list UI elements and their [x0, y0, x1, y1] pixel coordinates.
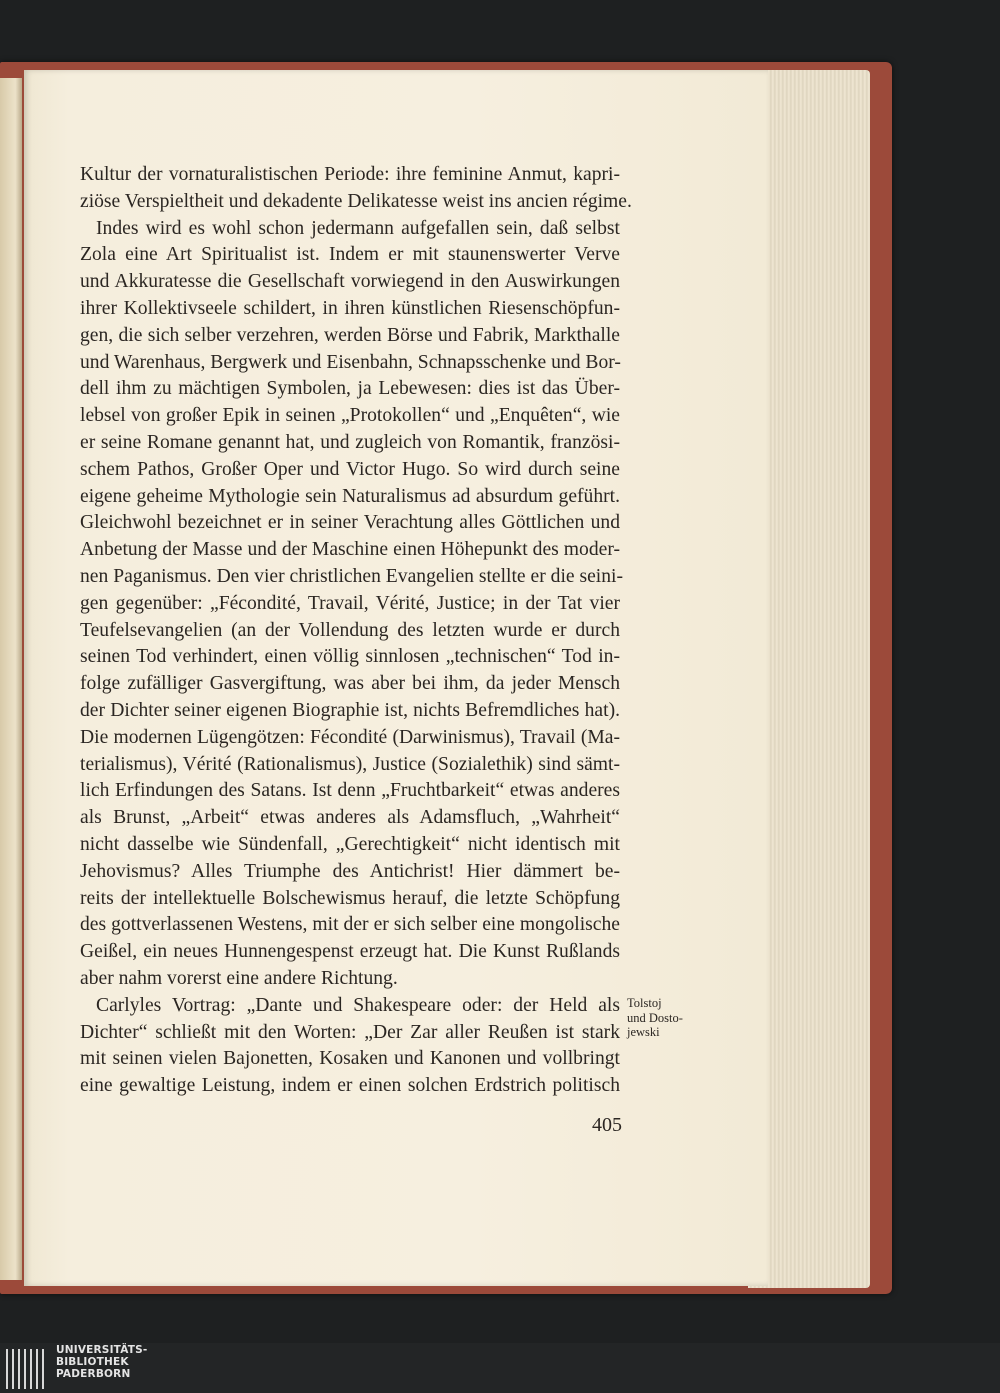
text-line: lebsel von großer Epik in seinen „Protokollen“ und „Enquêten“, wie	[80, 405, 620, 427]
text-line: Die modernen Lügengötzen: Fécondité (Darwinismus), Travail (Ma-	[80, 726, 620, 748]
page-number: 405	[592, 1114, 622, 1136]
text-line: Anbetung der Masse und der Maschine einen Höhepunkt des moder-	[80, 539, 620, 561]
text-line: als Brunst, „Arbeit“ etwas anderes als Adamsfluch, „Wahrheit“	[80, 807, 620, 829]
text-line: nicht dasselbe wie Sündenfall, „Gerechtigkeit“ nicht identisch mit	[80, 833, 620, 855]
text-line: lich Erfindungen des Satans. Ist denn „Fruchtbarkeit“ etwas anderes	[80, 780, 620, 802]
text-line: nen Paganismus. Den vier christlichen Evangelien stellte er die seini-	[80, 565, 624, 587]
text-line: mit seinen vielen Bajonetten, Kosaken und Kanonen und vollbringt	[80, 1048, 620, 1070]
text-line: dell ihm zu mächtigen Symbolen, ja Lebewesen: dies ist das Über-	[80, 378, 620, 400]
text-line: Carlyles Vortrag: „Dante und Shakespeare oder: der Held als	[96, 994, 620, 1016]
text-line: der Dichter seiner eigenen Biographie ist, nichts Befremdliches hat).	[80, 699, 620, 721]
text-line: und Warenhaus, Bergwerk und Eisenbahn, Schnapsschenke und Bor-	[80, 351, 621, 373]
text-line: Indes wird es wohl schon jedermann aufgefallen sein, daß selbst	[96, 217, 620, 239]
text-line: gen gegenüber: „Fécondité, Travail, Vérité, Justice; in der Tat vier	[80, 592, 620, 614]
text-line: Dichter“ schließt mit den Worten: „Der Zar aller Reußen ist stark	[80, 1021, 620, 1043]
library-logo-icon	[6, 1347, 46, 1389]
text-line: seinen Tod verhindert, einen völlig sinnlosen „technischen“ Tod in-	[80, 646, 620, 668]
text-line: er seine Romane genannt hat, und zugleich von Romantik, französi-	[80, 431, 620, 453]
marginal-note-line: Tolstoj	[627, 996, 662, 1010]
text-line: Teufelsevangelien (an der Vollendung des letzten wurde er durch	[80, 619, 620, 641]
text-line: folge zufälliger Gasvergiftung, was aber bei ihm, da jeder Mensch	[80, 673, 620, 695]
text-line: reits der intellektuelle Bolschewismus herauf, die letzte Schöpfung	[80, 887, 620, 909]
text-line: Zola eine Art Spiritualist ist. Indem er mit staunenswerter Verve	[80, 244, 620, 266]
text-line: aber nahm vorerst eine andere Richtung.	[80, 967, 398, 989]
marginal-note	[627, 996, 717, 1040]
logo-line: UNIVERSITÄTS-	[56, 1344, 148, 1356]
text-line: des gottverlassenen Westens, mit der er sich selber eine mongolische	[80, 914, 620, 936]
text-line: Kultur der vornaturalistischen Periode: ihre feminine Anmut, kapri-	[80, 164, 620, 185]
text-line: ihrer Kollektivseele schildert, in ihren künstlichen Riesenschöpfun-	[80, 297, 620, 319]
marginal-note-line: jewski	[627, 1025, 660, 1039]
text-line: eine gewaltige Leistung, indem er einen solchen Erdstrich politisch	[80, 1075, 620, 1097]
text-line: eigene geheime Mythologie sein Naturalismus ad absurdum geführt.	[80, 485, 620, 507]
text-line: und Akkuratesse die Gesellschaft vorwiegend in den Auswirkungen	[80, 271, 620, 293]
text-line: Geißel, ein neues Hunnengespenst erzeugt hat. Die Kunst Rußlands	[80, 941, 620, 963]
text-line: ziöse Verspieltheit und dekadente Delikatesse weist ins ancien régime.	[80, 190, 632, 212]
text-line: schem Pathos, Großer Oper und Victor Hugo. So wird durch seine	[80, 458, 620, 480]
library-footer	[0, 1343, 1000, 1393]
text-line: gen, die sich selber verzehren, werden Börse und Fabrik, Markthalle	[80, 324, 620, 346]
text-line: terialismus), Vérité (Rationalismus), Justice (Sozialethik) sind sämt-	[80, 753, 620, 775]
text-line: Gleichwohl bezeichnet er in seiner Verachtung alles Göttlichen und	[80, 512, 620, 534]
logo-line: PADERBORN	[56, 1367, 131, 1380]
marginal-note-line: und Dosto-	[627, 1010, 683, 1025]
library-logo-text	[56, 1345, 147, 1380]
body-text	[80, 162, 632, 1100]
text-line: Jehovismus? Alles Triumphe des Antichrist! Hier dämmert be-	[80, 860, 620, 882]
facing-page-edge	[0, 78, 22, 1280]
logo-line: BIBLIOTHEK	[56, 1355, 129, 1368]
